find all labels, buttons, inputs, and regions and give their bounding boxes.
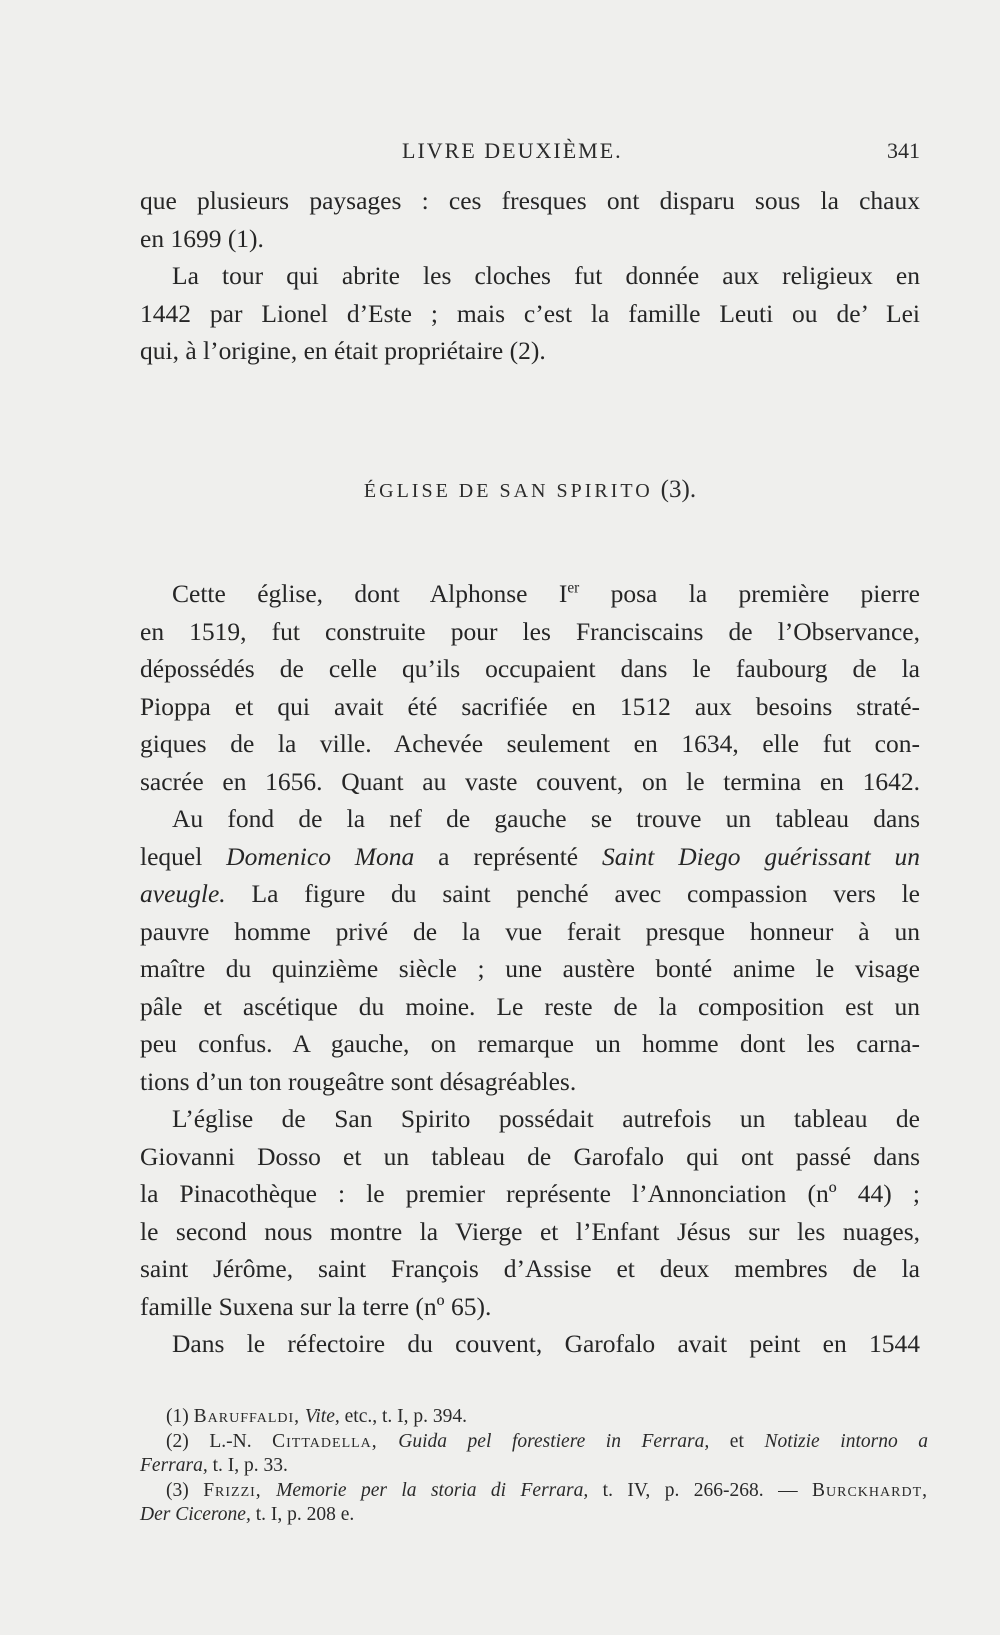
- text-line: pâle et ascétique du moine. Le reste de la composition est un: [140, 991, 920, 1021]
- text-line: 1442 par Lionel d’Este ; mais c’est la famille Leuti ou de’ Lei: [140, 298, 920, 328]
- footnote-2-cont: Ferrara, t. I, p. 33.: [140, 1455, 288, 1476]
- text-line: en 1519, fut construite pour les Franciscains de l’Observance,: [140, 616, 920, 646]
- running-title: LIVRE DEUXIÈME.: [402, 138, 623, 163]
- footnotes: [140, 1405, 928, 1528]
- footnote-3-cont: Der Cicerone, t. I, p. 208 e.: [140, 1504, 355, 1525]
- text-line: Giovanni Dosso et un tableau de Garofalo qui ont passé dans: [140, 1141, 920, 1171]
- text-line: sacrée en 1656. Quant au vaste couvent, on le termina en 1642.: [140, 766, 920, 796]
- text-line: saint Jérôme, saint François d’Assise et deux membres de la: [140, 1254, 920, 1283]
- running-head: [140, 138, 920, 168]
- text-line: L’église de San Spirito possédait autrefois un tableau de: [172, 1104, 920, 1133]
- text-line: peu confus. A gauche, on remarque un homme dont les carna-: [140, 1029, 920, 1058]
- section-heading-footnote-ref: (3).: [660, 476, 697, 503]
- text-line: tions d’un ton rougeâtre sont désagréables.: [140, 1066, 577, 1096]
- footnote-1: (1) Baruffaldi, Vite, etc., t. I, p. 394.: [166, 1406, 468, 1427]
- text-line: Cette église, dont Alphonse Ier posa la première pierre: [172, 579, 920, 608]
- text-line: lequel Domenico Mona a représenté Saint Diego guérissant un: [140, 841, 920, 871]
- text-line: dépossédés de celle qu’ils occupaient dans le faubourg de la: [140, 654, 920, 683]
- text-line: Au fond de la nef de gauche se trouve un tableau dans: [172, 804, 920, 833]
- text-line: Dans le réfectoire du couvent, Garofalo avait peint en 1544: [172, 1329, 920, 1358]
- text-block-main: [140, 575, 920, 1363]
- text-line: Pioppa et qui avait été sacrifiée en 1512 aux besoins straté-: [140, 691, 920, 721]
- text-line: qui, à l’origine, en était propriétaire (2).: [140, 336, 546, 365]
- page-number: 341: [887, 138, 920, 163]
- text-line: en 1699 (1).: [140, 223, 264, 253]
- text-line: famille Suxena sur la terre (nº 65).: [140, 1291, 492, 1321]
- text-line: que plusieurs paysages : ces fresques ont disparu sous la chaux: [140, 186, 920, 215]
- text-line: aveugle. La figure du saint penché avec compassion vers le: [140, 879, 920, 908]
- footnote-2: (2) L.-N. Cittadella, Guida pel forestiere in Ferrara, et Notizie intorno a: [166, 1430, 929, 1452]
- text-line: giques de la ville. Achevée seulement en 1634, elle fut con-: [140, 729, 920, 758]
- text-line: pauvre homme privé de la vue ferait presque honneur à un: [140, 916, 920, 946]
- text-line: le second nous montre la Vierge et l’Enfant Jésus sur les nuages,: [140, 1216, 920, 1246]
- text-line: la Pinacothèque : le premier représente l’Annonciation (nº 44) ;: [140, 1179, 920, 1208]
- text-line: maître du quinzième siècle ; une austère bonté anime le visage: [140, 954, 920, 983]
- footnote-3: (3) Frizzi, Memorie per la storia di Ferrara, t. IV, p. 266-268. — Burckhardt,: [166, 1479, 929, 1501]
- section-heading-text: ÉGLISE DE SAN SPIRITO: [363, 480, 653, 502]
- section-heading: [140, 476, 920, 504]
- text-line: La tour qui abrite les cloches fut donnée aux religieux en: [172, 261, 920, 290]
- text-block-top: [140, 182, 920, 370]
